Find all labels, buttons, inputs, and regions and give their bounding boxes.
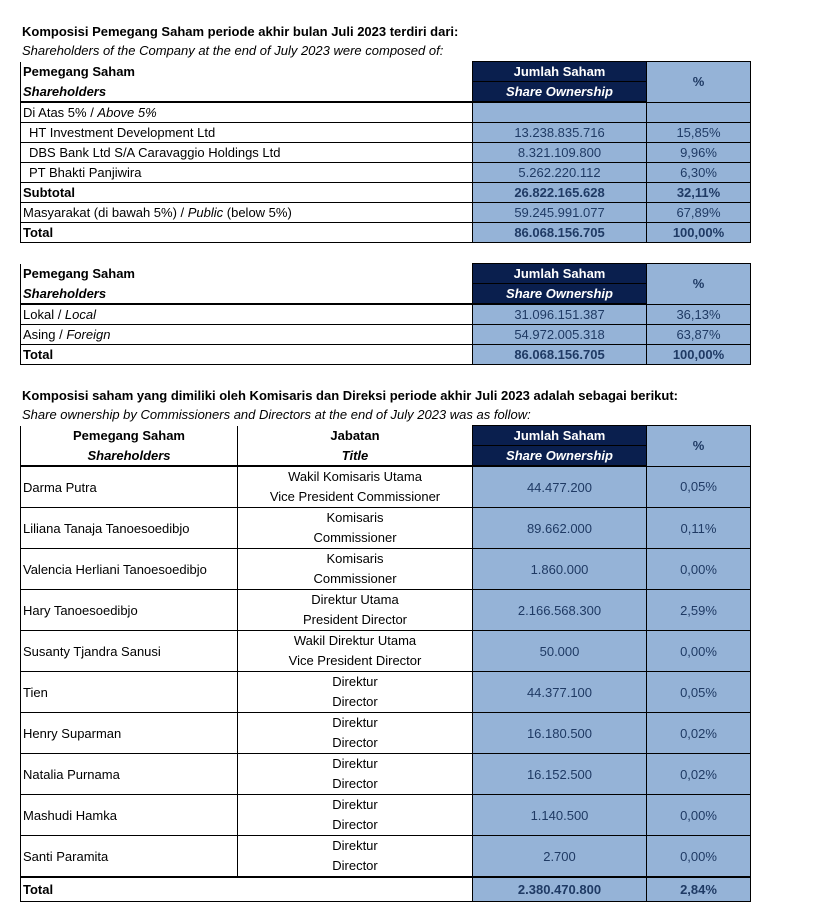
table-row: Natalia Purnama Direktur Director 16.152.500 0,02% (21, 754, 751, 795)
header-pct: % (647, 62, 751, 103)
table-row: Henry Suparman Direktur Director 16.180.500 0,02% (21, 713, 751, 754)
local-row: Lokal / Local 31.096.151.387 36,13% (21, 304, 751, 325)
table-row: Darma Putra Wakil Komisaris Utama Vice President Commissioner 44.477.200 0,05% (21, 466, 751, 508)
header-amount-id: Jumlah Saham (473, 62, 647, 82)
header-holder-id: Pemegang Saham (21, 62, 473, 82)
header-amount-id: Jumlah Saham (473, 426, 647, 446)
header-amount-en: Share Ownership (473, 284, 647, 305)
header-amount-en: Share Ownership (473, 82, 647, 103)
total-row: Total 86.068.156.705 100,00% (21, 223, 751, 243)
header-amount-id: Jumlah Saham (473, 264, 647, 284)
table-row: HT Investment Development Ltd 13.238.835.716 15,85% (21, 123, 751, 143)
foreign-row: Asing / Foreign 54.972.005.318 63,87% (21, 325, 751, 345)
header-pct: % (647, 264, 751, 305)
subtotal-row: Subtotal 26.822.165.628 32,11% (21, 183, 751, 203)
header-holder-id: Pemegang Saham (21, 264, 473, 284)
table-row: PT Bhakti Panjiwira 5.262.220.112 6,30% (21, 163, 751, 183)
header-holder-en: Shareholders (21, 446, 238, 467)
table-row: Hary Tanoesoedibjo Direktur Utama President Director 2.166.568.300 2,59% (21, 590, 751, 631)
header-amount-en: Share Ownership (473, 446, 647, 467)
table-row: Santi Paramita Direktur Director 2.700 0,00% (21, 836, 751, 878)
table-row: Tien Direktur Director 44.377.100 0,05% (21, 672, 751, 713)
section3-heading-id: Komposisi saham yang dimiliki oleh Komisaris dan Direksi periode akhir Juli 2023 adalah sebagai berikut: (22, 388, 679, 403)
header-holder-id: Pemegang Saham (21, 426, 238, 446)
header-title-id: Jabatan (238, 426, 473, 446)
table-row: Liliana Tanaja Tanoesoedibjo Komisaris Commissioner 89.662.000 0,11% (21, 508, 751, 549)
table-row: Valencia Herliani Tanoesoedibjo Komisaris Commissioner 1.860.000 0,00% (21, 549, 751, 590)
table-row: Susanty Tjandra Sanusi Wakil Direktur Utama Vice President Director 50.000 0,00% (21, 631, 751, 672)
header-pct: % (647, 426, 751, 467)
header-holder-en: Shareholders (21, 284, 473, 305)
table-row: Mashudi Hamka Direktur Director 1.140.500 0,00% (21, 795, 751, 836)
header-title-en: Title (238, 446, 473, 467)
total-row: Total 2.380.470.800 2,84% (21, 877, 751, 901)
shareholders-table (20, 61, 751, 243)
total-row: Total 86.068.156.705 100,00% (21, 345, 751, 365)
header-holder-en: Shareholders (21, 82, 473, 103)
board-ownership-table (20, 425, 751, 902)
section3-heading-en: Share ownership by Commissioners and Directors at the end of July 2023 was as follow: (22, 407, 531, 422)
group-label: Di Atas 5% / Above 5% (21, 102, 473, 123)
local-foreign-table (20, 263, 751, 365)
public-row: Masyarakat (di bawah 5%) / Public (below 5%) 59.245.991.077 67,89% (21, 203, 751, 223)
section1-heading-en: Shareholders of the Company at the end of July 2023 were composed of: (22, 43, 444, 58)
table-row: DBS Bank Ltd S/A Caravaggio Holdings Ltd 8.321.109.800 9,96% (21, 143, 751, 163)
section1-heading-id: Komposisi Pemegang Saham periode akhir bulan Juli 2023 terdiri dari: (22, 24, 459, 39)
